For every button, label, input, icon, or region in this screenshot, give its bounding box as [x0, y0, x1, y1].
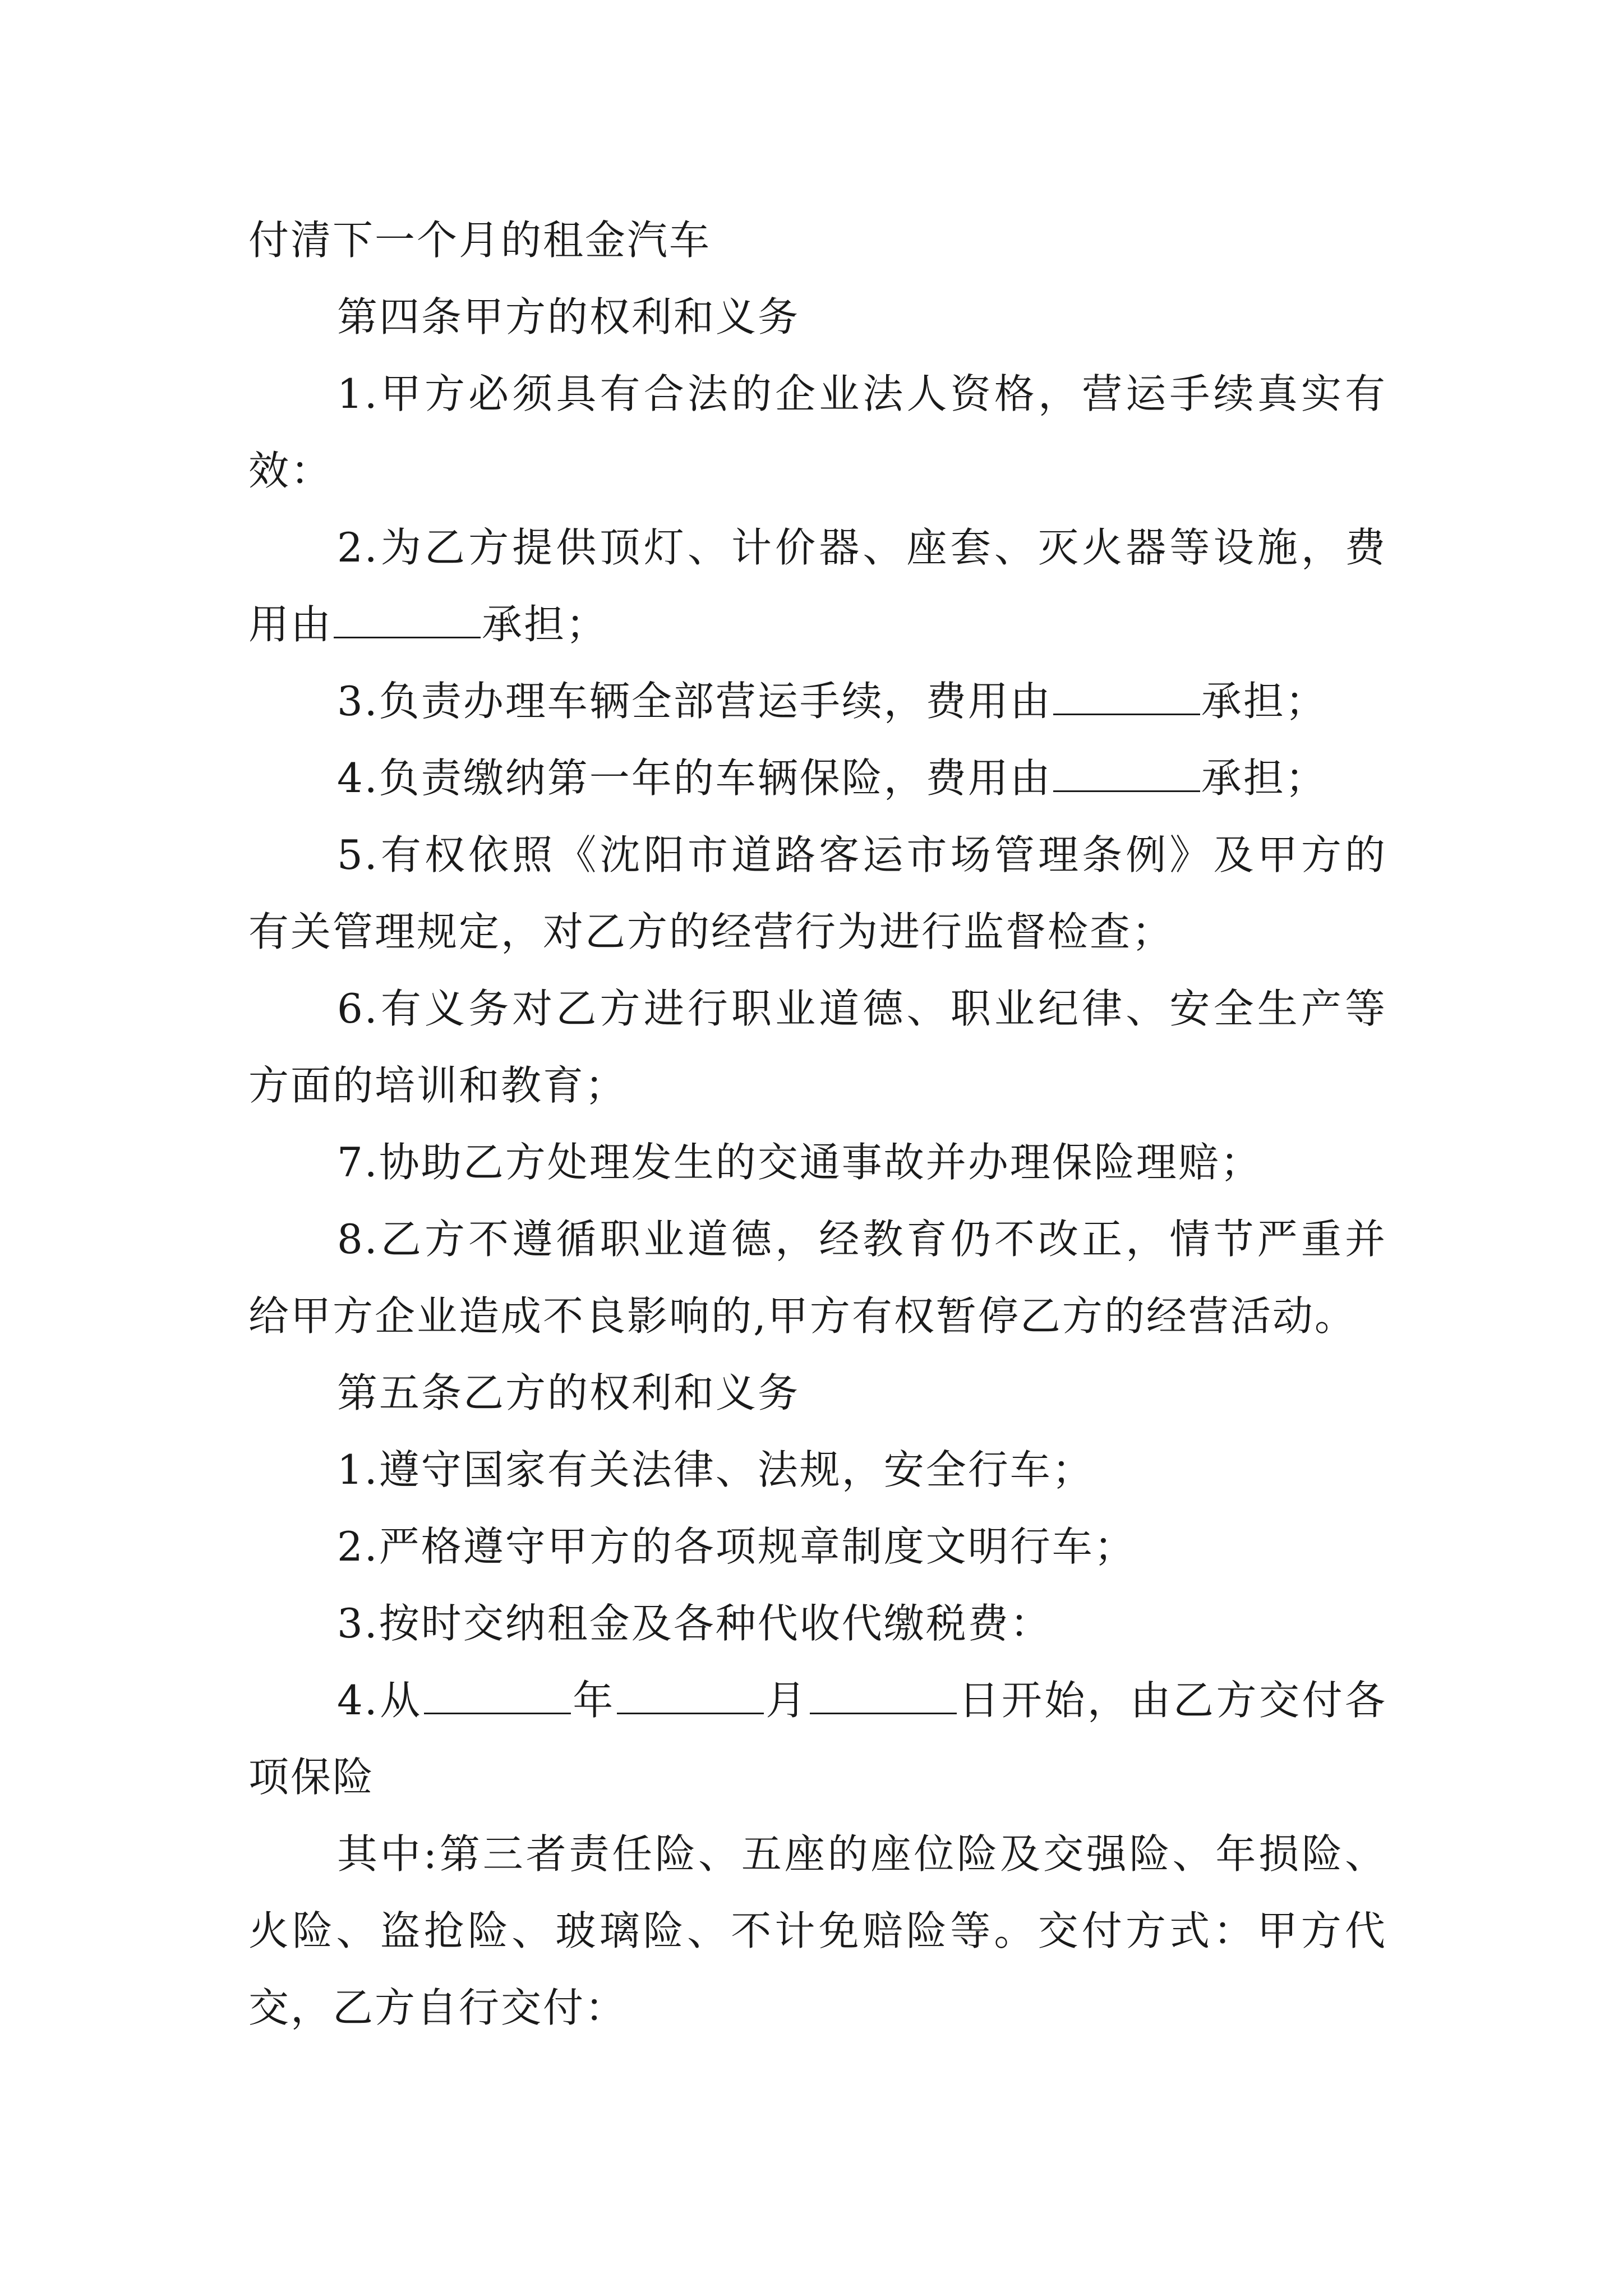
article-4-item-5: 5.有权依照《沈阳市道路客运市场管理条例》及甲方的有关管理规定，对乙方的经营行为进行监督检查；	[248, 831, 1387, 955]
item-text: 承担；	[1201, 754, 1327, 802]
year-blank	[424, 1680, 571, 1714]
item-text: 承担；	[482, 601, 608, 648]
article-5-item-2: 2.严格遵守甲方的各项规章制度文明行车；	[337, 1523, 1136, 1570]
article-5-item-3: 3.按时交纳租金及各种代收代缴税费：	[337, 1600, 1052, 1647]
article-4-item-7: 7.协助乙方处理发生的交通事故并办理保险理赔；	[337, 1139, 1262, 1186]
article-5-heading: 第五条乙方的权利和义务	[337, 1369, 800, 1416]
article-4-heading: 第四条甲方的权利和义务	[337, 293, 800, 341]
fill-blank	[1053, 681, 1200, 715]
item-text: 承担；	[1201, 678, 1327, 725]
month-blank	[617, 1680, 764, 1714]
year-label: 年	[571, 1677, 616, 1724]
article-4-item-8: 8.乙方不遵循职业道德，经教育仍不改正，情节严重并给甲方企业造成不良影响的,甲方有权暂停乙方的经营活动。	[248, 1216, 1387, 1340]
document-body	[248, 202, 1387, 2046]
item-text: 日开始，由乙方交付各项保险	[248, 1677, 1387, 1801]
insurance-details: 其中:第三者责任险、五座的座位险及交强险、年损险、火险、盗抢险、玻璃险、不计免赔险等。交付方式：甲方代交，乙方自行交付：	[248, 1830, 1387, 2031]
article-4-item-2	[248, 509, 1387, 663]
article-4-item-4	[248, 740, 1387, 817]
fill-blank	[1053, 758, 1200, 792]
article-4-item-6: 6.有义务对乙方进行职业道德、职业纪律、安全生产等方面的培训和教育；	[248, 985, 1387, 1109]
article-4-item-1: 1.甲方必须具有合法的企业法人资格，营运手续真实有效：	[248, 370, 1387, 494]
item-text: 4.从	[337, 1677, 423, 1724]
month-label: 月	[764, 1677, 809, 1724]
item-text: 3.负责办理车辆全部营运手续，费用由	[337, 678, 1052, 725]
fill-blank	[334, 604, 481, 638]
item-text: 2.为乙方提供顶灯、计价器、座套、灭火器等设施，费用由	[248, 524, 1387, 648]
paragraph-continuation: 付清下一个月的租金汽车	[248, 217, 712, 264]
day-blank	[810, 1680, 957, 1714]
article-5-item-1: 1.遵守国家有关法律、法规，安全行车；	[337, 1446, 1094, 1493]
article-5-item-4	[248, 1662, 1387, 1816]
article-4-item-3	[248, 663, 1387, 740]
item-text: 4.负责缴纳第一年的车辆保险，费用由	[337, 754, 1052, 802]
